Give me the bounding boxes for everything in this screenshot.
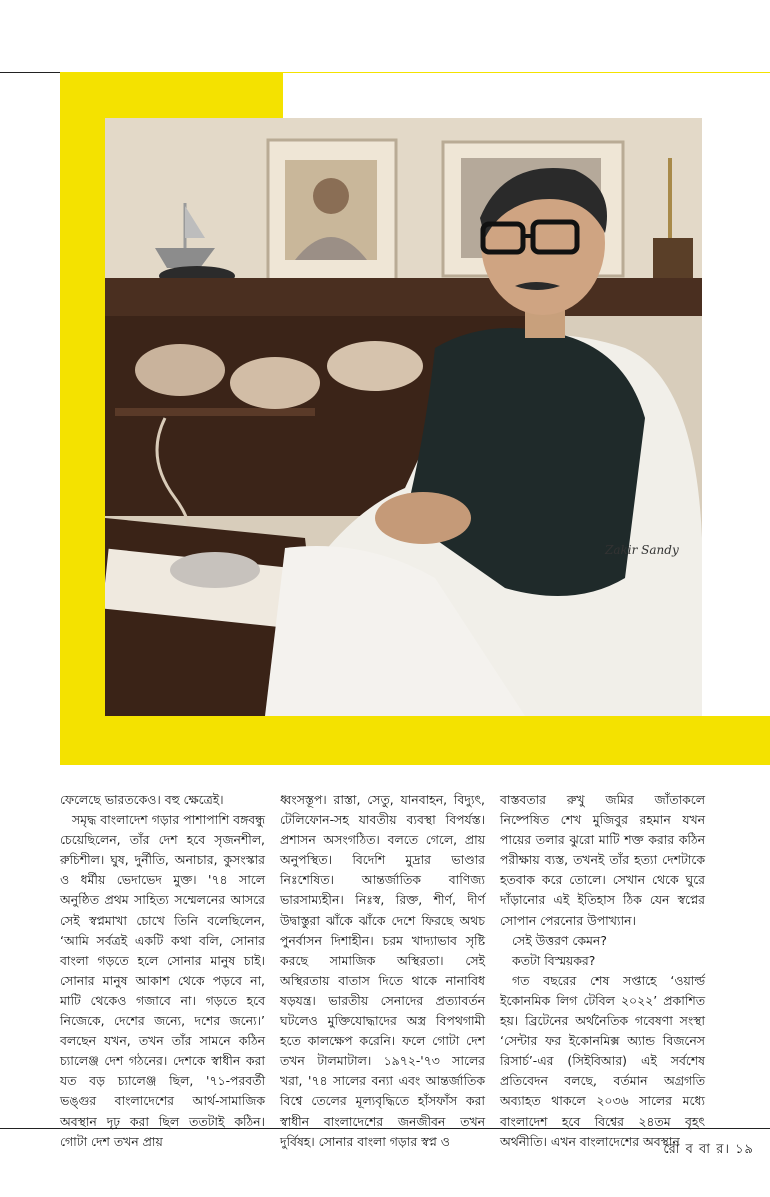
bottom-rule <box>0 1128 770 1129</box>
paragraph: সেই উত্তরণ কেমন? <box>512 932 607 948</box>
paragraph: ধ্বংসস্তূপ। রাস্তা, সেতু, যানবাহন, বিদ্যুৎ, টেলিফোন-সহ যাবতীয় ব্যবস্থা বিপর্যস্ত। প্রশাসন অসংগঠিত। বলতে গেলে, প্রায় অনুপস্থিত। বিদেশি মুদ্রার ভাণ্ডার নিঃশেষিত। আন্তর্জাতিক বাণিজ্য ভারসাম্যহীন। নিঃস্ব, রিক্ত, শীর্ণ, দীর্ণ উদ্বাস্তুরা ঝাঁকে ঝাঁকে দেশে ফিরছে অথচ পুনর্বাসন দিশাহীন। চরম খাদ্যাভাব সৃষ্টি করছে সামাজিক অস্থিরতা। সেই অস্থিরতায় বাতাস দিতে থাকে নানাবিধ ষড়যন্ত্র। ভারতীয় সেনাদের প্রত্যাবর্তন ঘটলেও মুক্তিযোদ্ধাদের অস্ত্র বিপথগামী হতে কালক্ষেপ করেনি। ফলে গোটা দেশ তখন টালমাটাল। ১৯৭২-'৭৩ সালের খরা, '৭৪ সালের বন্যা এবং আন্তর্জাতিক বিশ্বে তেলের মূল্যবৃদ্ধিতে হাঁসফাঁস করা স্বাধীন বাংলাদেশের জনজীবন তখন দুর্বিষহ। সোনার বাংলা গড়ার স্বপ্ন ও <box>280 792 485 1149</box>
accent-cutout <box>283 73 770 118</box>
paragraph: কতটা বিস্ময়কর? <box>512 952 596 968</box>
text-column-1 <box>60 790 265 1152</box>
page-folio: রো ব বা র। ১৯ <box>663 1142 754 1157</box>
portrait-photo <box>105 118 702 716</box>
text-column-2 <box>280 790 485 1152</box>
accent-cutout-right <box>702 73 770 716</box>
text-column-3 <box>500 790 705 1152</box>
paragraph: গত বছরের শেষ সপ্তাহে ‘ওয়ার্ল্ড ইকোনমিক লিগ টেবিল ২০২২’ প্রকাশিত হয়। ব্রিটেনের অর্থনৈতিক গবেষণা সংস্থা ‘সেন্টার ফর ইকোনমিক্স অ্যান্ড বিজনেস রিসার্চ’-এর (সিইবিআর) এই সর্বশেষ প্রতিবেদন বলছে, বর্তমান অগ্রগতি অব্যাহত থাকলে ২০৩৬ সালের মধ্যে বাংলাদেশ হবে বিশ্বের ২৪তম বৃহৎ অর্থনীতি। এখন বাংলাদেশের অবস্থান <box>500 972 705 1149</box>
paragraph: ফেলেছে ভারতকেও। বহু ক্ষেত্রেই। <box>60 792 224 807</box>
photo-signature: Zakir Sandy <box>605 543 679 557</box>
paragraph: সমৃদ্ধ বাংলাদেশ গড়ার পাশাপাশি বঙ্গবন্ধু চেয়েছিলেন, তাঁর দেশ হবে সৃজনশীল, রুচিশীল। ঘুষ, দুর্নীতি, অনাচার, কুসংস্কার ও ধর্মীয় ভেদাভেদ মুক্ত। '৭৪ সালে অনুষ্ঠিত প্রথম সাহিত্য সম্মেলনের আসরে সেই স্বপ্নমাখা চোখে তিনি বলেছিলেন, ‘আমি সর্বত্রই একটি কথা বলি, সোনার বাংলা গড়তে হলে সোনার মানুষ চাই। সোনার মানুষ আকাশ থেকে পড়বে না, মাটি থেকেও গজাবে না। গড়তে হবে নিজেকে, দেশের জন্যে, দশের জন্যে।’ বলছেন যখন, তখন তাঁর সামনে কঠিন চ্যালেঞ্জ দেশ গঠনের। দেশকে স্বাধীন করা যত বড় চ্যালেঞ্জ ছিল, '৭১-পরবর্তী ভঙ্গুর বাংলাদেশের আর্থ-সামাজিক অবস্থান দৃঢ় করা ছিল ততটাই কঠিন। গোটা দেশ তখন প্রায় <box>60 812 265 1149</box>
paragraph: বাস্তবতার রুখু জমির জাঁতাকলে নিষ্পেষিত শেখ মুজিবুর রহমান যখন পায়ের তলার ঝুরো মাটি শক্ত করার কঠিন পরীক্ষায় ব্যস্ত, তখনই তাঁর হত্যা দেশটাকে হতবাক করে তোলে। সেখান থেকে ঘুরে দাঁড়ানোর এই ইতিহাস ঠিক যেন স্বপ্নের সোপান পেরনোর উপাখ্যান। <box>500 792 705 928</box>
